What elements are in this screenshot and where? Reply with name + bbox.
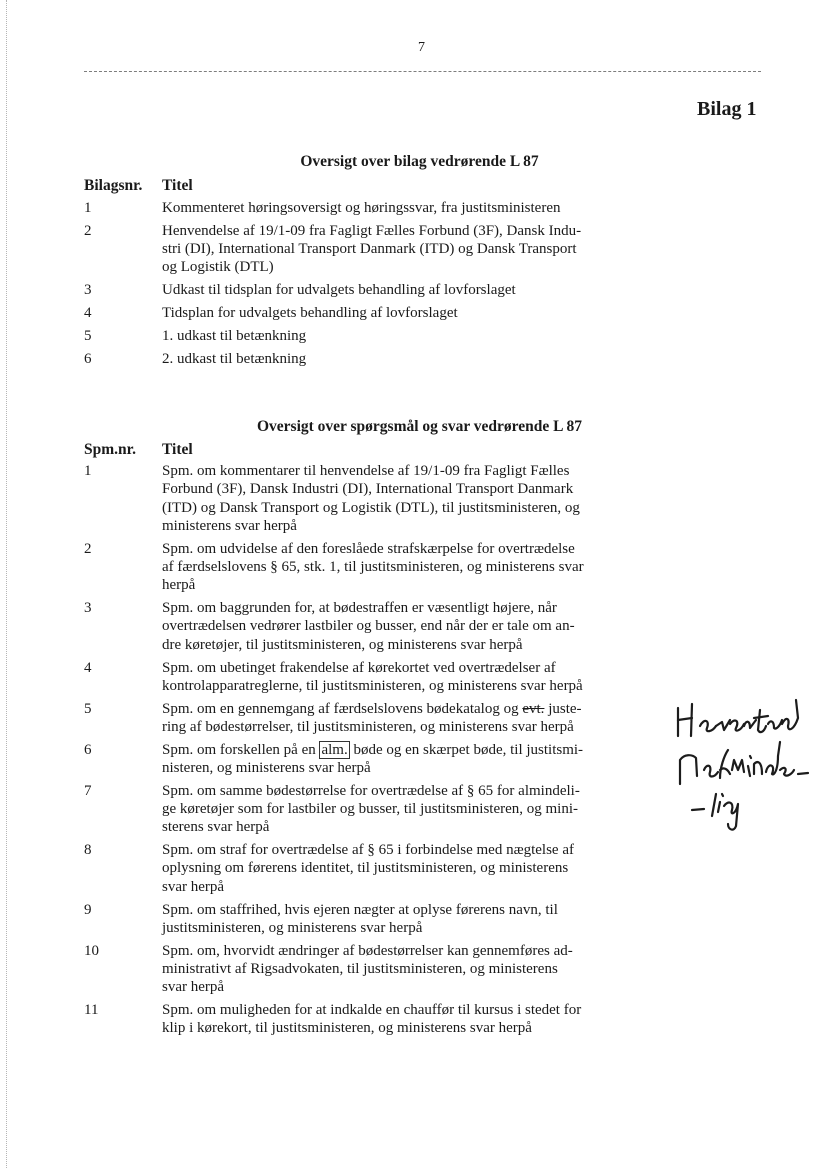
list-item bbox=[84, 327, 649, 345]
header-rule bbox=[84, 71, 761, 72]
item-title-line: Spm. om kommentarer til henvendelse af 19/1-09 fra Fagligt Fælles bbox=[162, 463, 570, 479]
item-title-line: Spm. om muligheden for at indkalde en chauffør til kursus i stedet for bbox=[162, 1002, 582, 1019]
item-number: 7 bbox=[84, 782, 92, 799]
item-title bbox=[162, 700, 649, 737]
list-item bbox=[84, 350, 649, 368]
appendix-label: Bilag 1 bbox=[697, 98, 757, 120]
item-title-line: Spm. om baggrunden for, at bødestraffen er væsentligt højere, når bbox=[162, 600, 557, 617]
item-number: 1 bbox=[84, 463, 92, 479]
list-item bbox=[84, 841, 649, 896]
item-title-line: Spm. om staffrihed, hvis ejeren nægter at oplyse førerens navn, til bbox=[162, 901, 558, 918]
item-number: 6 bbox=[84, 350, 92, 367]
item-title-line: stri (DI), International Transport Danmark (ITD) og Dansk Transport bbox=[162, 241, 577, 258]
item-title bbox=[162, 281, 649, 299]
item-title-line: Udkast til tidsplan for udvalgets behandling af lovforslaget bbox=[162, 282, 516, 299]
struck-word: evt. bbox=[522, 700, 545, 717]
item-title-line: Forbund (3F), Dansk Industri (DI), International Transport Danmark bbox=[162, 481, 574, 498]
item-title-line: svar herpå bbox=[162, 979, 225, 996]
item-title-line: nisteren, og ministerens svar herpå bbox=[162, 759, 371, 776]
list-item bbox=[84, 199, 649, 217]
item-title-line: Spm. om forskellen på en alm. bøde og en skærpet bøde, til justitsmi- bbox=[162, 741, 584, 758]
item-number: 3 bbox=[84, 282, 92, 299]
item-title-line: (ITD) og Dansk Transport og Logistik (DTL), til justitsministeren, og bbox=[162, 499, 580, 516]
list-item bbox=[84, 942, 649, 997]
item-number: 9 bbox=[84, 901, 92, 918]
scan-page-edge bbox=[6, 0, 8, 1168]
item-title-line: ge køretøjer som for lastbiler og busser, til justitsministeren, og mini- bbox=[162, 801, 579, 818]
item-title-line: 2. udkast til betænkning bbox=[162, 350, 307, 367]
item-title bbox=[162, 199, 649, 217]
questions-column-title: Titel bbox=[162, 441, 193, 458]
item-title-line: og Logistik (DTL) bbox=[162, 259, 274, 276]
item-title-line: Spm. om straf for overtrædelse af § 65 i forbindelse med nægtelse af bbox=[162, 842, 574, 859]
item-title bbox=[162, 327, 649, 345]
item-title-line: Spm. om udvidelse af den foreslåede strafskærpelse for overtrædelse bbox=[162, 540, 575, 557]
item-title-line: Spm. om, hvorvidt ændringer af bødestørrelser kan gennemføres ad- bbox=[162, 942, 573, 959]
item-title-line: justitsministeren, og ministerens svar herpå bbox=[162, 919, 423, 936]
item-title-line: herpå bbox=[162, 577, 196, 594]
item-number: 4 bbox=[84, 305, 92, 321]
item-title-line: af færdselslovens § 65, stk. 1, til justitsministeren, og ministerens svar bbox=[162, 558, 584, 575]
list-item bbox=[84, 659, 649, 696]
item-number: 5 bbox=[84, 327, 92, 344]
list-item bbox=[84, 901, 649, 938]
item-title-line: Spm. om ubetinget frakendelse af kørekortet ved overtrædelser af bbox=[162, 659, 556, 676]
list-item bbox=[84, 304, 649, 322]
item-title-line: ministrativt af Rigsadvokaten, til justitsministeren, og ministerens bbox=[162, 960, 558, 977]
item-title-line: overtrædelsen vedrører lastbiler og busser, end når der er tale om an- bbox=[162, 618, 575, 635]
item-title bbox=[162, 462, 649, 535]
item-title-line: Tidsplan for udvalgets behandling af lovforslaget bbox=[162, 305, 458, 321]
item-title bbox=[162, 350, 649, 368]
item-title bbox=[162, 782, 649, 837]
list-item bbox=[84, 222, 649, 277]
item-title-line: ring af bødestørrelser, til justitsministeren, og ministerens svar herpå bbox=[162, 718, 574, 735]
item-title bbox=[162, 741, 649, 778]
item-title-line: 1. udkast til betænkning bbox=[162, 327, 307, 344]
list-item bbox=[84, 782, 649, 837]
item-title bbox=[162, 1001, 649, 1038]
page-number: 7 bbox=[418, 40, 425, 55]
item-title bbox=[162, 222, 649, 277]
item-title-line: dre køretøjer, til justitsministeren, og ministerens svar herpå bbox=[162, 636, 523, 653]
list-item bbox=[84, 1001, 649, 1038]
item-title bbox=[162, 901, 649, 938]
item-number: 11 bbox=[84, 1002, 99, 1019]
item-title bbox=[162, 304, 649, 322]
list-item bbox=[84, 599, 649, 654]
item-number: 8 bbox=[84, 842, 92, 859]
item-number: 6 bbox=[84, 741, 92, 758]
item-number: 5 bbox=[84, 700, 92, 717]
item-number: 4 bbox=[84, 659, 92, 676]
list-item bbox=[84, 281, 649, 299]
item-title bbox=[162, 659, 649, 696]
list-item bbox=[84, 540, 649, 595]
item-title-line: oplysning om førerens identitet, til justitsministeren, og ministerens bbox=[162, 860, 569, 877]
item-title-line: Spm. om en gennemgang af færdselslovens bødekatalog og evt. juste- bbox=[162, 700, 582, 717]
item-title-line: Henvendelse af 19/1-09 fra Fagligt Fælles Forbund (3F), Dansk Indu- bbox=[162, 222, 582, 239]
item-number: 2 bbox=[84, 222, 92, 239]
appendices-heading: Oversigt over bilag vedrørende L 87 bbox=[300, 153, 539, 170]
item-title-line: kontrolapparatreglerne, til justitsministeren, og ministerens svar herpå bbox=[162, 677, 583, 694]
item-number: 10 bbox=[84, 942, 99, 959]
item-title-line: Kommenteret høringsoversigt og høringssvar, fra justitsministeren bbox=[162, 200, 561, 216]
handwritten-margin-note bbox=[670, 690, 825, 840]
item-title bbox=[162, 540, 649, 595]
item-title-line: klip i kørekort, til justitsministeren, og ministerens svar herpå bbox=[162, 1020, 532, 1037]
item-title-line: sterens svar herpå bbox=[162, 819, 270, 836]
boxed-word: alm. bbox=[321, 741, 348, 758]
list-item bbox=[84, 462, 649, 535]
item-title-line: ministerens svar herpå bbox=[162, 517, 297, 534]
list-item bbox=[84, 741, 649, 778]
item-title-line: svar herpå bbox=[162, 878, 225, 895]
item-title bbox=[162, 599, 649, 654]
questions-column-no: Spm.nr. bbox=[84, 441, 136, 458]
item-number: 3 bbox=[84, 600, 92, 617]
item-number: 2 bbox=[84, 540, 92, 557]
item-title bbox=[162, 942, 649, 997]
item-title-line: Spm. om samme bødestørrelse for overtrædelse af § 65 for almindeli- bbox=[162, 782, 580, 799]
list-item bbox=[84, 700, 649, 737]
item-title bbox=[162, 841, 649, 896]
appendices-column-no: Bilagsnr. bbox=[84, 177, 143, 194]
item-number: 1 bbox=[84, 200, 92, 216]
appendices-column-title: Titel bbox=[162, 177, 193, 194]
questions-heading: Oversigt over spørgsmål og svar vedrørende L 87 bbox=[256, 418, 583, 435]
